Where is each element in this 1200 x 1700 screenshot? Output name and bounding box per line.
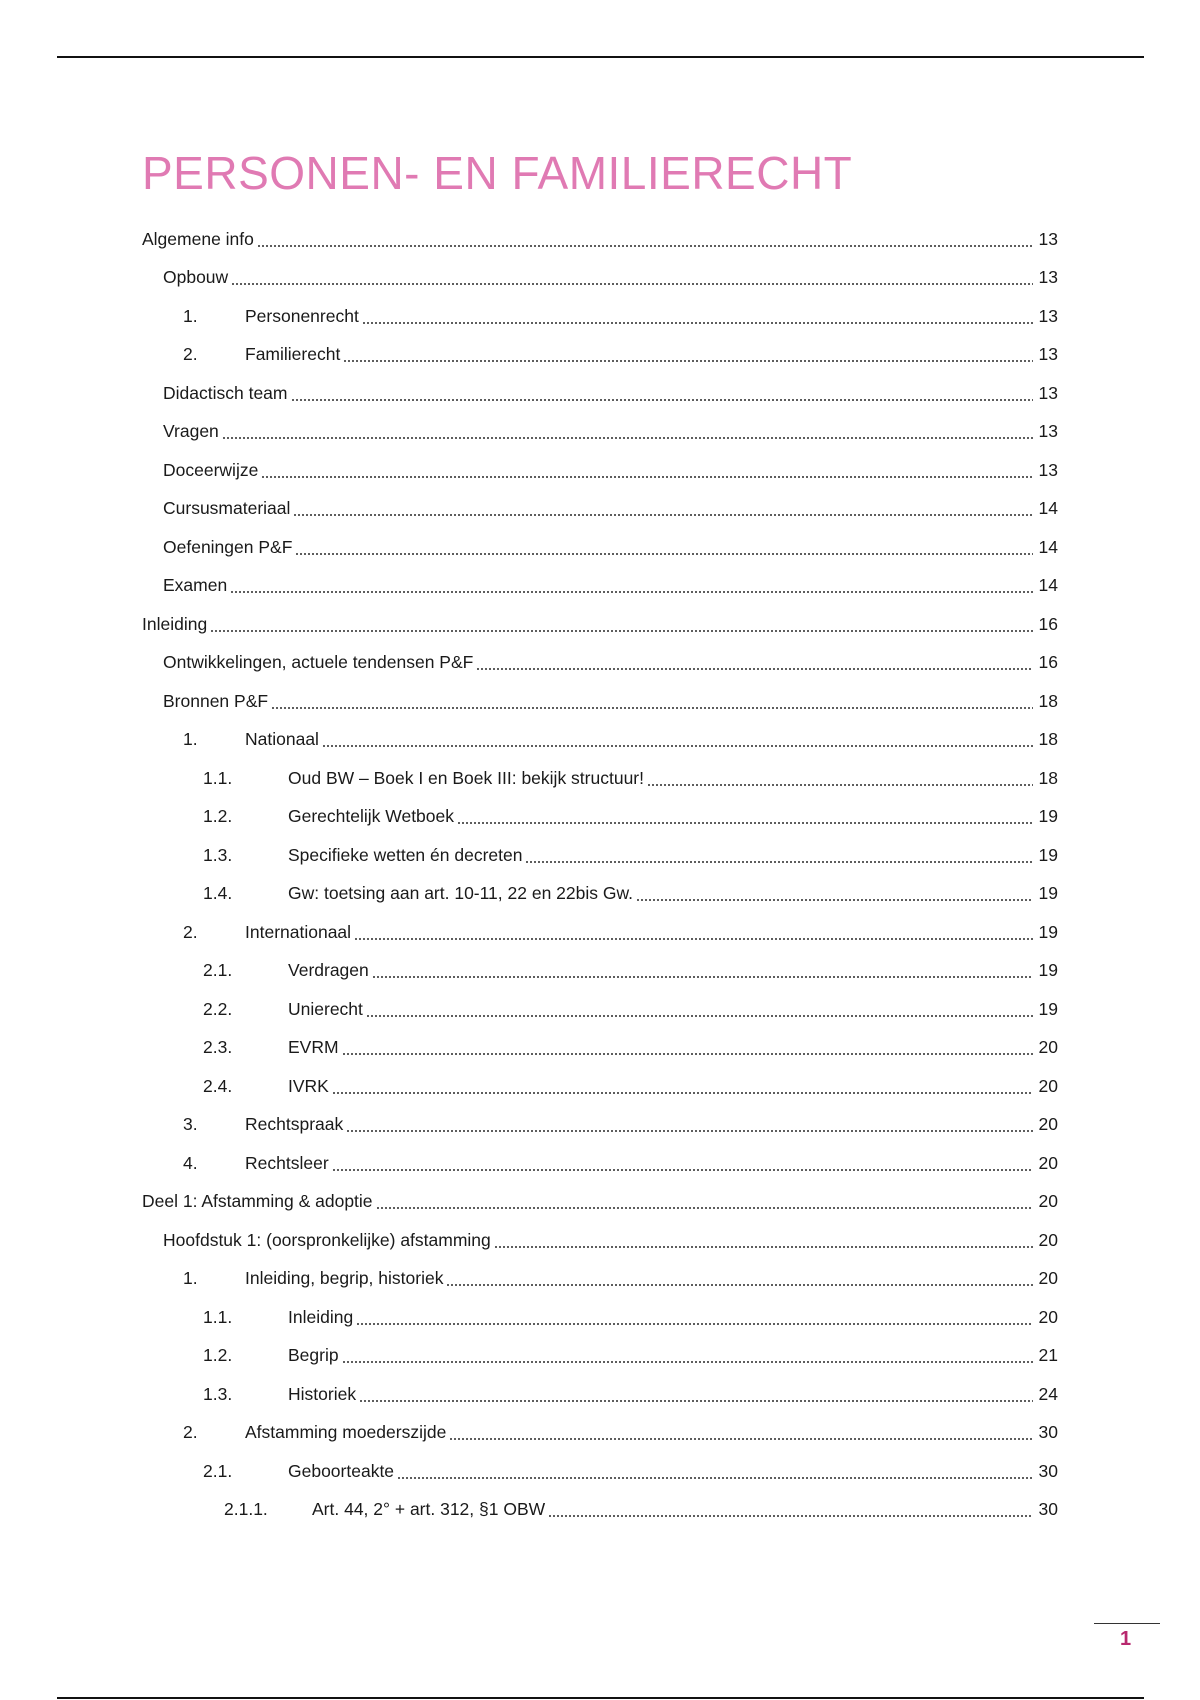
toc-entry-page: 16: [1038, 613, 1058, 634]
toc-dot-leader: [376, 1207, 1033, 1209]
document-title: PERSONEN- EN FAMILIERECHT: [142, 147, 853, 199]
toc-entry-page: 13: [1038, 305, 1058, 326]
toc-entry-page: 20: [1038, 1075, 1058, 1096]
toc-entry-label: Gw: toetsing aan art. 10-11, 22 en 22bis Gw.: [288, 883, 634, 904]
toc-dot-leader: [343, 360, 1033, 362]
toc-entry-label: Specifieke wetten én decreten: [288, 844, 523, 865]
toc-entry[interactable]: [142, 1491, 1058, 1530]
toc-dot-leader: [222, 437, 1033, 439]
toc-entry-number: 2.2.: [203, 998, 233, 1019]
toc-entry-number: 4.: [183, 1152, 198, 1173]
toc-entry-label: Inleiding: [288, 1306, 354, 1327]
toc-entry-page: 19: [1038, 998, 1058, 1019]
toc-entry-page: 13: [1038, 228, 1058, 249]
toc-entry[interactable]: [142, 336, 1058, 375]
toc-entry-label: Oud BW – Boek I en Boek III: bekijk structuur!: [288, 767, 644, 788]
toc-entry-label: Nationaal: [245, 729, 319, 750]
toc-entry-label: Rechtsleer: [245, 1152, 329, 1173]
toc-entry[interactable]: [142, 1375, 1058, 1414]
toc-dot-leader: [366, 1015, 1033, 1017]
toc-dot-leader: [295, 553, 1033, 555]
toc-entry-label: Inleiding: [142, 613, 208, 634]
toc-entry[interactable]: [142, 1298, 1058, 1337]
toc-entry-label: Art. 44, 2° + art. 312, §1 OBW: [312, 1499, 546, 1520]
toc-entry[interactable]: [142, 913, 1058, 952]
toc-entry-number: 1.: [183, 1268, 198, 1289]
toc-dot-leader: [449, 1438, 1033, 1440]
toc-entry[interactable]: [142, 759, 1058, 798]
toc-entry[interactable]: [142, 644, 1058, 683]
toc-entry[interactable]: [142, 682, 1058, 721]
toc-entry[interactable]: [142, 836, 1058, 875]
header-rule: [57, 56, 1144, 58]
toc-entry-label: Didactisch team: [163, 382, 288, 403]
toc-entry-page: 14: [1038, 536, 1058, 557]
toc-entry-label: Doceerwijze: [163, 459, 259, 480]
toc-entry[interactable]: [142, 798, 1058, 837]
toc-dot-leader: [636, 899, 1033, 901]
toc-entry-page: 13: [1038, 344, 1058, 365]
toc-dot-leader: [210, 630, 1033, 632]
toc-entry-page: 20: [1038, 1306, 1058, 1327]
toc-entry-number: 2.1.: [203, 1460, 233, 1481]
toc-entry-page: 13: [1038, 267, 1058, 288]
toc-dot-leader: [261, 476, 1033, 478]
toc-dot-leader: [476, 668, 1033, 670]
toc-entry[interactable]: [142, 1260, 1058, 1299]
toc-dot-leader: [342, 1053, 1033, 1055]
toc-entry-label: EVRM: [288, 1037, 339, 1058]
toc-entry-label: Cursusmateriaal: [163, 498, 291, 519]
toc-entry-page: 14: [1038, 498, 1058, 519]
toc-entry-label: Begrip: [288, 1345, 339, 1366]
toc-dot-leader: [525, 861, 1033, 863]
toc-entry-page: 30: [1038, 1422, 1058, 1443]
toc-entry-number: 1.1.: [203, 1306, 233, 1327]
toc-entry-label: Opbouw: [163, 267, 229, 288]
toc-entry-page: 18: [1038, 690, 1058, 711]
toc-entry-label: Personenrecht: [245, 305, 359, 326]
toc-entry-label: Afstamming moederszijde: [245, 1422, 447, 1443]
toc-entry-number: 2.1.: [203, 960, 233, 981]
toc-entry[interactable]: [142, 297, 1058, 336]
toc-dot-leader: [257, 245, 1033, 247]
toc-dot-leader: [647, 784, 1033, 786]
toc-entry-page: 18: [1038, 767, 1058, 788]
toc-entry-label: Ontwikkelingen, actuele tendensen P&F: [163, 652, 474, 673]
toc-entry-label: Vragen: [163, 421, 219, 442]
toc-entry-page: 30: [1038, 1499, 1058, 1520]
toc-entry-number: 1.3.: [203, 844, 233, 865]
toc-entry-number: 2.: [183, 921, 198, 942]
toc-entry-page: 20: [1038, 1268, 1058, 1289]
toc-dot-leader: [359, 1400, 1033, 1402]
toc-entry[interactable]: [142, 1221, 1058, 1260]
toc-dot-leader: [332, 1092, 1033, 1094]
toc-entry-label: Unierecht: [288, 998, 363, 1019]
toc-entry-number: 2.4.: [203, 1075, 233, 1096]
toc-dot-leader: [322, 745, 1033, 747]
toc-entry[interactable]: [142, 490, 1058, 529]
toc-entry-number: 3.: [183, 1114, 198, 1135]
toc-entry-number: 1.: [183, 729, 198, 750]
toc-entry[interactable]: [142, 1106, 1058, 1145]
toc-dot-leader: [397, 1477, 1033, 1479]
toc-entry-label: Internationaal: [245, 921, 352, 942]
toc-entry-page: 16: [1038, 652, 1058, 673]
toc-entry-page: 20: [1038, 1114, 1058, 1135]
toc-entry-label: IVRK: [288, 1075, 329, 1096]
toc-dot-leader: [494, 1246, 1033, 1248]
toc-entry-number: 1.1.: [203, 767, 233, 788]
toc-dot-leader: [362, 322, 1033, 324]
toc-entry-label: Rechtspraak: [245, 1114, 344, 1135]
toc-dot-leader: [332, 1169, 1033, 1171]
toc-dot-leader: [372, 976, 1033, 978]
toc-entry[interactable]: [142, 952, 1058, 991]
toc-entry-label: Bronnen P&F: [163, 690, 269, 711]
toc-entry[interactable]: [142, 990, 1058, 1029]
toc-entry-page: 20: [1038, 1229, 1058, 1250]
toc-entry[interactable]: [142, 605, 1058, 644]
toc-entry-label: Familierecht: [245, 344, 341, 365]
toc-entry-number: 1.2.: [203, 1345, 233, 1366]
toc-entry-page: 20: [1038, 1152, 1058, 1173]
toc-dot-leader: [230, 591, 1033, 593]
toc-entry-number: 1.4.: [203, 883, 233, 904]
toc-dot-leader: [356, 1323, 1033, 1325]
toc-entry[interactable]: [142, 1029, 1058, 1068]
toc-entry[interactable]: [142, 220, 1058, 259]
toc-entry[interactable]: [142, 1452, 1058, 1491]
toc-entry[interactable]: [142, 1337, 1058, 1376]
toc-entry-number: 1.: [183, 305, 198, 326]
toc-entry-page: 19: [1038, 960, 1058, 981]
toc-entry-number: 2.: [183, 344, 198, 365]
toc-entry[interactable]: [142, 451, 1058, 490]
table-of-contents: [142, 220, 1058, 1529]
toc-entry[interactable]: [142, 528, 1058, 567]
toc-dot-leader: [346, 1130, 1033, 1132]
toc-entry-label: Examen: [163, 575, 228, 596]
toc-entry-number: 1.2.: [203, 806, 233, 827]
toc-entry-label: Gerechtelijk Wetboek: [288, 806, 455, 827]
toc-dot-leader: [446, 1284, 1033, 1286]
toc-dot-leader: [271, 707, 1033, 709]
toc-entry-label: Verdragen: [288, 960, 369, 981]
toc-dot-leader: [342, 1361, 1033, 1363]
toc-entry[interactable]: [142, 374, 1058, 413]
toc-entry-page: 13: [1038, 382, 1058, 403]
toc-entry-label: Algemene info: [142, 228, 254, 249]
toc-entry-number: 1.3.: [203, 1383, 233, 1404]
toc-entry-page: 24: [1038, 1383, 1058, 1404]
toc-entry-label: Inleiding, begrip, historiek: [245, 1268, 444, 1289]
toc-dot-leader: [548, 1515, 1033, 1517]
toc-entry-page: 13: [1038, 421, 1058, 442]
toc-entry-page: 30: [1038, 1460, 1058, 1481]
footer-rule: [57, 1697, 1144, 1699]
toc-dot-leader: [457, 822, 1033, 824]
toc-entry-page: 14: [1038, 575, 1058, 596]
toc-entry-number: 2.3.: [203, 1037, 233, 1058]
toc-entry-label: Historiek: [288, 1383, 357, 1404]
toc-entry-label: Geboorteakte: [288, 1460, 395, 1481]
toc-entry-page: 20: [1038, 1191, 1058, 1212]
page-number: 1: [1120, 1628, 1132, 1650]
toc-entry-label: Deel 1: Afstamming & adoptie: [142, 1191, 373, 1212]
toc-dot-leader: [231, 283, 1033, 285]
toc-entry-number: 2.1.1.: [224, 1499, 268, 1520]
toc-entry[interactable]: [142, 567, 1058, 606]
toc-entry-number: 2.: [183, 1422, 198, 1443]
toc-entry-page: 20: [1038, 1037, 1058, 1058]
toc-entry[interactable]: [142, 413, 1058, 452]
toc-dot-leader: [291, 399, 1034, 401]
toc-entry[interactable]: [142, 1183, 1058, 1222]
toc-entry[interactable]: [142, 259, 1058, 298]
toc-entry-page: 18: [1038, 729, 1058, 750]
toc-dot-leader: [354, 938, 1033, 940]
toc-entry[interactable]: [142, 1414, 1058, 1453]
toc-entry-page: 13: [1038, 459, 1058, 480]
toc-entry-page: 21: [1038, 1345, 1058, 1366]
toc-entry[interactable]: [142, 1144, 1058, 1183]
toc-entry-page: 19: [1038, 844, 1058, 865]
toc-dot-leader: [293, 514, 1033, 516]
toc-entry[interactable]: [142, 875, 1058, 914]
toc-entry-label: Oefeningen P&F: [163, 536, 293, 557]
page-number-rule: [1094, 1623, 1160, 1624]
toc-entry[interactable]: [142, 721, 1058, 760]
toc-entry-label: Hoofdstuk 1: (oorspronkelijke) afstamming: [163, 1229, 491, 1250]
toc-entry-page: 19: [1038, 806, 1058, 827]
toc-entry[interactable]: [142, 1067, 1058, 1106]
toc-entry-page: 19: [1038, 883, 1058, 904]
toc-entry-page: 19: [1038, 921, 1058, 942]
